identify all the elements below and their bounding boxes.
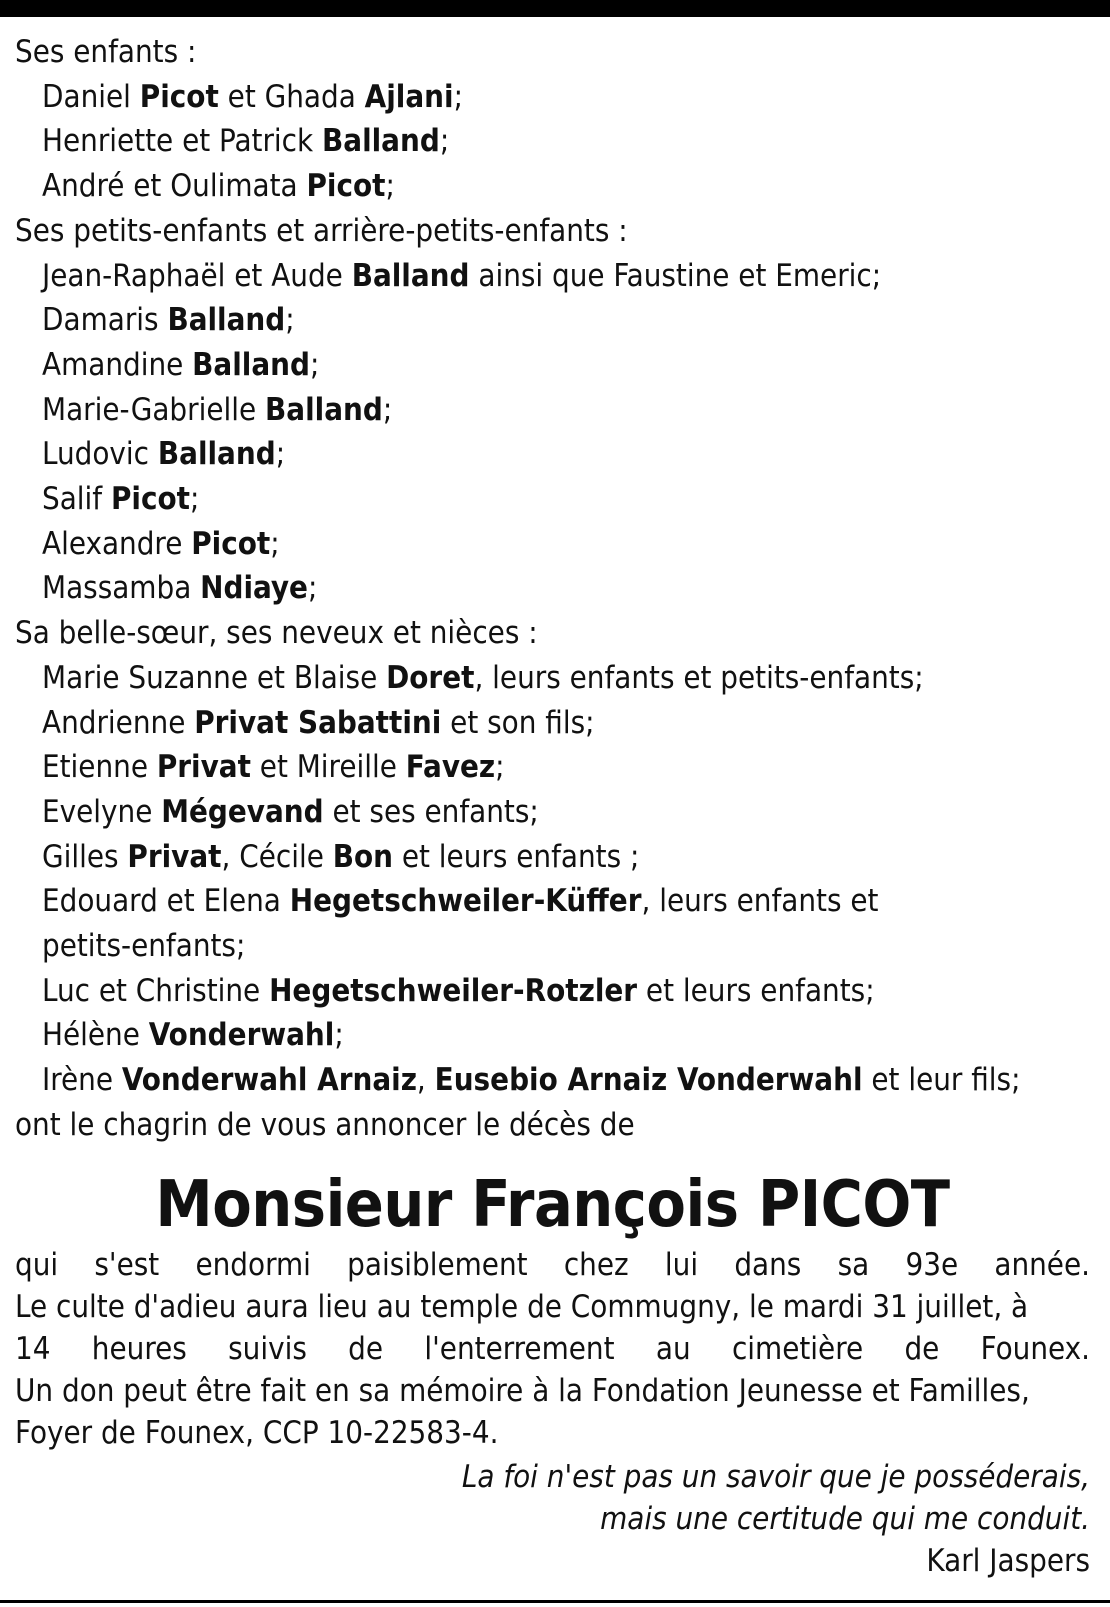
top-border-rule [0,0,1110,17]
surname: Picot [110,481,190,518]
name-text: Evelyne [42,793,162,830]
name-text: Amandine [42,346,193,383]
name-text: Luc et Christine [42,972,270,1009]
list-item [15,790,1090,835]
obituary-notice [15,30,1090,1582]
name-text: et son fils; [441,704,595,741]
surname: Privat Sabattini [194,704,442,741]
name-text: Massamba [42,570,201,607]
name-text: ; [382,391,393,428]
surname: Balland [167,302,286,339]
list-item [15,745,1090,790]
list-item [15,924,1090,969]
surname: Balland [322,123,440,160]
list-item [15,343,1090,388]
name-text: ; [270,525,280,562]
details-line: qui s'est endormi paisiblement chez lui dans sa 93e année. [15,1246,1090,1283]
details-line: Un don peut être fait en sa mémoire à la Fondation Jeunesse et Familles, [15,1372,1030,1409]
surname: Doret [386,659,475,696]
list-item [15,432,1090,477]
quote [15,1456,1090,1540]
name-text: et Ghada [218,78,365,115]
list-item [15,566,1090,611]
name-text: ; [307,570,318,607]
name-text: , leurs enfants et [641,883,879,920]
surname: Hegetschweiler-Küffer [289,883,642,920]
surname: Eusebio Arnaiz Vonderwahl [434,1062,863,1099]
relatives-heading: Sa belle-sœur, ses neveux et nièces : [15,615,538,652]
surname: Vonderwahl [148,1017,335,1054]
list-item [15,164,1090,209]
list-item [15,254,1090,299]
funeral-details [15,1244,1090,1454]
name-text: Andrienne [42,704,195,741]
list-item [15,1058,1090,1103]
list-item [15,75,1090,120]
announcement-line: ont le chagrin de vous annoncer le décès de [15,1106,635,1143]
name-text: Edouard et Elena [42,883,290,920]
name-text: et leur fils; [862,1062,1021,1099]
name-text: Daniel [42,78,140,115]
name-text: , leurs enfants et petits-enfants; [474,659,924,696]
list-item [15,522,1090,567]
name-text: et leurs enfants; [637,972,875,1009]
surname: Picot [191,525,271,562]
details-line: 14 heures suivis de l'enterrement au cimetière de Founex. [15,1330,1090,1367]
name-text: ; [385,168,395,205]
quote-line: mais une certitude qui me conduit. [600,1500,1090,1537]
children-list [15,75,1090,209]
surname: Balland [265,391,383,428]
name-text: ; [309,346,320,383]
surname: Vonderwahl Arnaiz [121,1062,417,1099]
list-item [15,1013,1090,1058]
name-text: Salif [42,481,111,518]
details-line: Le culte d'adieu aura lieu au temple de Commugny, le mardi 31 juillet, à [15,1288,1029,1325]
surname: Balland [351,257,470,294]
list-item [15,656,1090,701]
name-text: Marie Suzanne et Blaise [42,659,387,696]
surname: Balland [192,346,310,383]
surname: Picot [139,78,219,115]
name-text: et ses enfants; [323,793,539,830]
name-text: ; [334,1017,344,1054]
list-item [15,835,1090,880]
name-text: Gilles [42,838,128,875]
surname: Hegetschweiler-Rotzler [269,972,638,1009]
name-text: Alexandre [42,525,192,562]
name-text: Marie-Gabrielle [42,391,266,428]
name-text: Jean-Raphaël et Aude [42,257,352,294]
details-line: Foyer de Founex, CCP 10-22583-4. [15,1414,499,1451]
list-item [15,701,1090,746]
relatives-list [15,656,1090,1103]
surname: Ndiaye [200,570,308,607]
grandchildren-list [15,254,1090,612]
list-item [15,298,1090,343]
surname: Bon [332,838,393,875]
list-item [15,388,1090,433]
list-item [15,879,1090,924]
surname: Picot [306,168,386,205]
surname: Ajlani [364,78,454,115]
list-item [15,477,1090,522]
name-text: Etienne [42,749,157,786]
name-text: André et Oulimata [42,168,307,205]
name-text: Hélène [42,1017,149,1054]
name-text: Henriette et Patrick [42,123,323,160]
name-text: Irène [42,1062,122,1099]
name-text: Ludovic [42,436,158,473]
surname: Favez [405,749,496,786]
name-text: Damaris [42,302,168,339]
quote-line: La foi n'est pas un savoir que je posséderais, [461,1458,1090,1495]
surname: Privat [156,749,251,786]
name-text: ; [275,436,286,473]
name-text: ; [439,123,450,160]
bottom-border-rule [0,1600,1110,1603]
children-heading: Ses enfants : [15,34,197,70]
list-item [15,119,1090,164]
surname: Privat [127,838,222,875]
name-text: ainsi que Faustine et Emeric; [469,257,882,294]
name-text: petits-enfants; [42,928,246,965]
list-item [15,969,1090,1014]
name-text: , Cécile [221,838,333,875]
surname: Mégevand [161,793,324,830]
grandchildren-heading: Ses petits-enfants et arrière-petits-enfants : [15,212,628,249]
name-text: ; [189,481,200,518]
surname: Balland [157,436,276,473]
name-text: ; [285,302,295,339]
name-text: , [416,1062,435,1099]
name-text: ; [495,749,505,786]
quote-author: Karl Jaspers [926,1542,1090,1579]
name-text: ; [453,78,463,115]
deceased-name: Monsieur François PICOT [155,1167,950,1242]
name-text: et Mireille [250,749,406,786]
name-text: et leurs enfants ; [393,838,640,875]
